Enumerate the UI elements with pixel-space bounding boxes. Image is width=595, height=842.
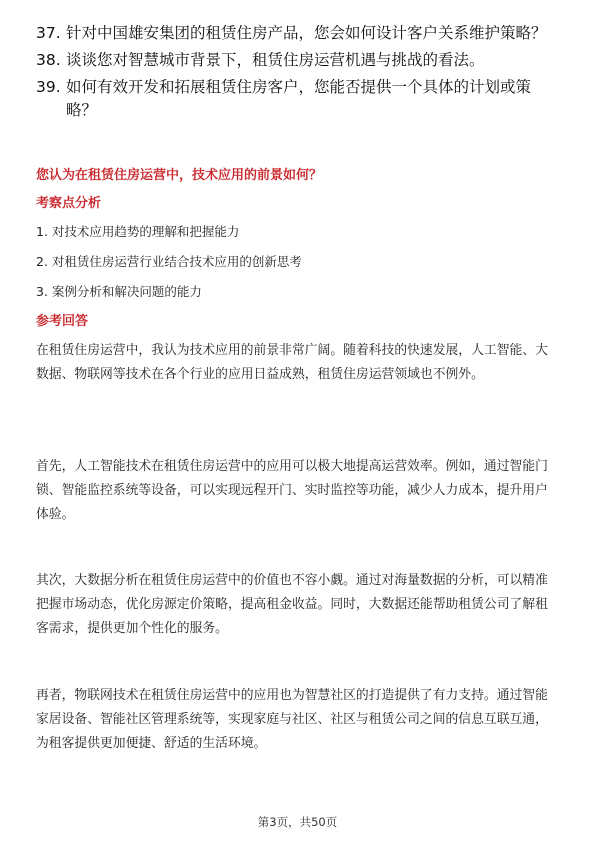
analysis-heading: 考察点分析 [36, 196, 102, 211]
question-text: 如何有效开发和拓展租赁住房客户，您能否提供一个具体的计划或策略？ [66, 78, 532, 119]
question-number: 37. [36, 24, 61, 42]
answer-paragraph: 首先，人工智能技术在租赁住房运营中的应用可以极大地提高运营效率。例如，通过智能门锁、智能监控系统等设备，可以实现远程开门、实时监控等功能，减少人力成本，提升用户体验。 [36, 459, 548, 522]
question-text: 谈谈您对智慧城市背景下，租赁住房运营机遇与挑战的看法。 [66, 51, 485, 69]
analysis-point: 3. 案例分析和解决问题的能力 [36, 284, 202, 299]
question-list [36, 22, 561, 126]
question-item [36, 22, 561, 45]
question-number: 39. [36, 78, 61, 96]
question-item [36, 49, 561, 72]
answer-heading: 参考回答 [36, 314, 89, 329]
answer-paragraph: 其次，大数据分析在租赁住房运营中的价值也不容小觑。通过对海量数据的分析，可以精准把握市场动态，优化房源定价策略，提高租金收益。同时，大数据还能帮助租赁公司了解租客需求，提供更加个性化的服务。 [36, 573, 548, 636]
analysis-point: 2. 对租赁住房运营行业结合技术应用的创新思考 [36, 254, 302, 269]
analysis-point: 1. 对技术应用趋势的理解和把握能力 [36, 224, 240, 239]
section-question: 您认为在租赁住房运营中，技术应用的前景如何？ [36, 168, 323, 183]
question-number: 38. [36, 51, 61, 69]
answer-paragraph: 在租赁住房运营中，我认为技术应用的前景非常广阔。随着科技的快速发展，人工智能、大数据、物联网等技术在各个行业的应用日益成熟，租赁住房运营领域也不例外。 [36, 343, 548, 382]
question-item [36, 76, 561, 122]
page-footer: 第3页，共50页 [257, 815, 338, 829]
question-text: 针对中国雄安集团的租赁住房产品，您会如何设计客户关系维护策略？ [66, 24, 547, 42]
analysis-point-list [36, 223, 302, 313]
answer-paragraph: 再者，物联网技术在租赁住房运营中的应用也为智慧社区的打造提供了有力支持。通过智能家居设备、智能社区管理系统等，实现家庭与社区、社区与租赁公司之间的信息互联互通，为租客提供更加便捷、舒适的生活环境。 [36, 688, 548, 751]
